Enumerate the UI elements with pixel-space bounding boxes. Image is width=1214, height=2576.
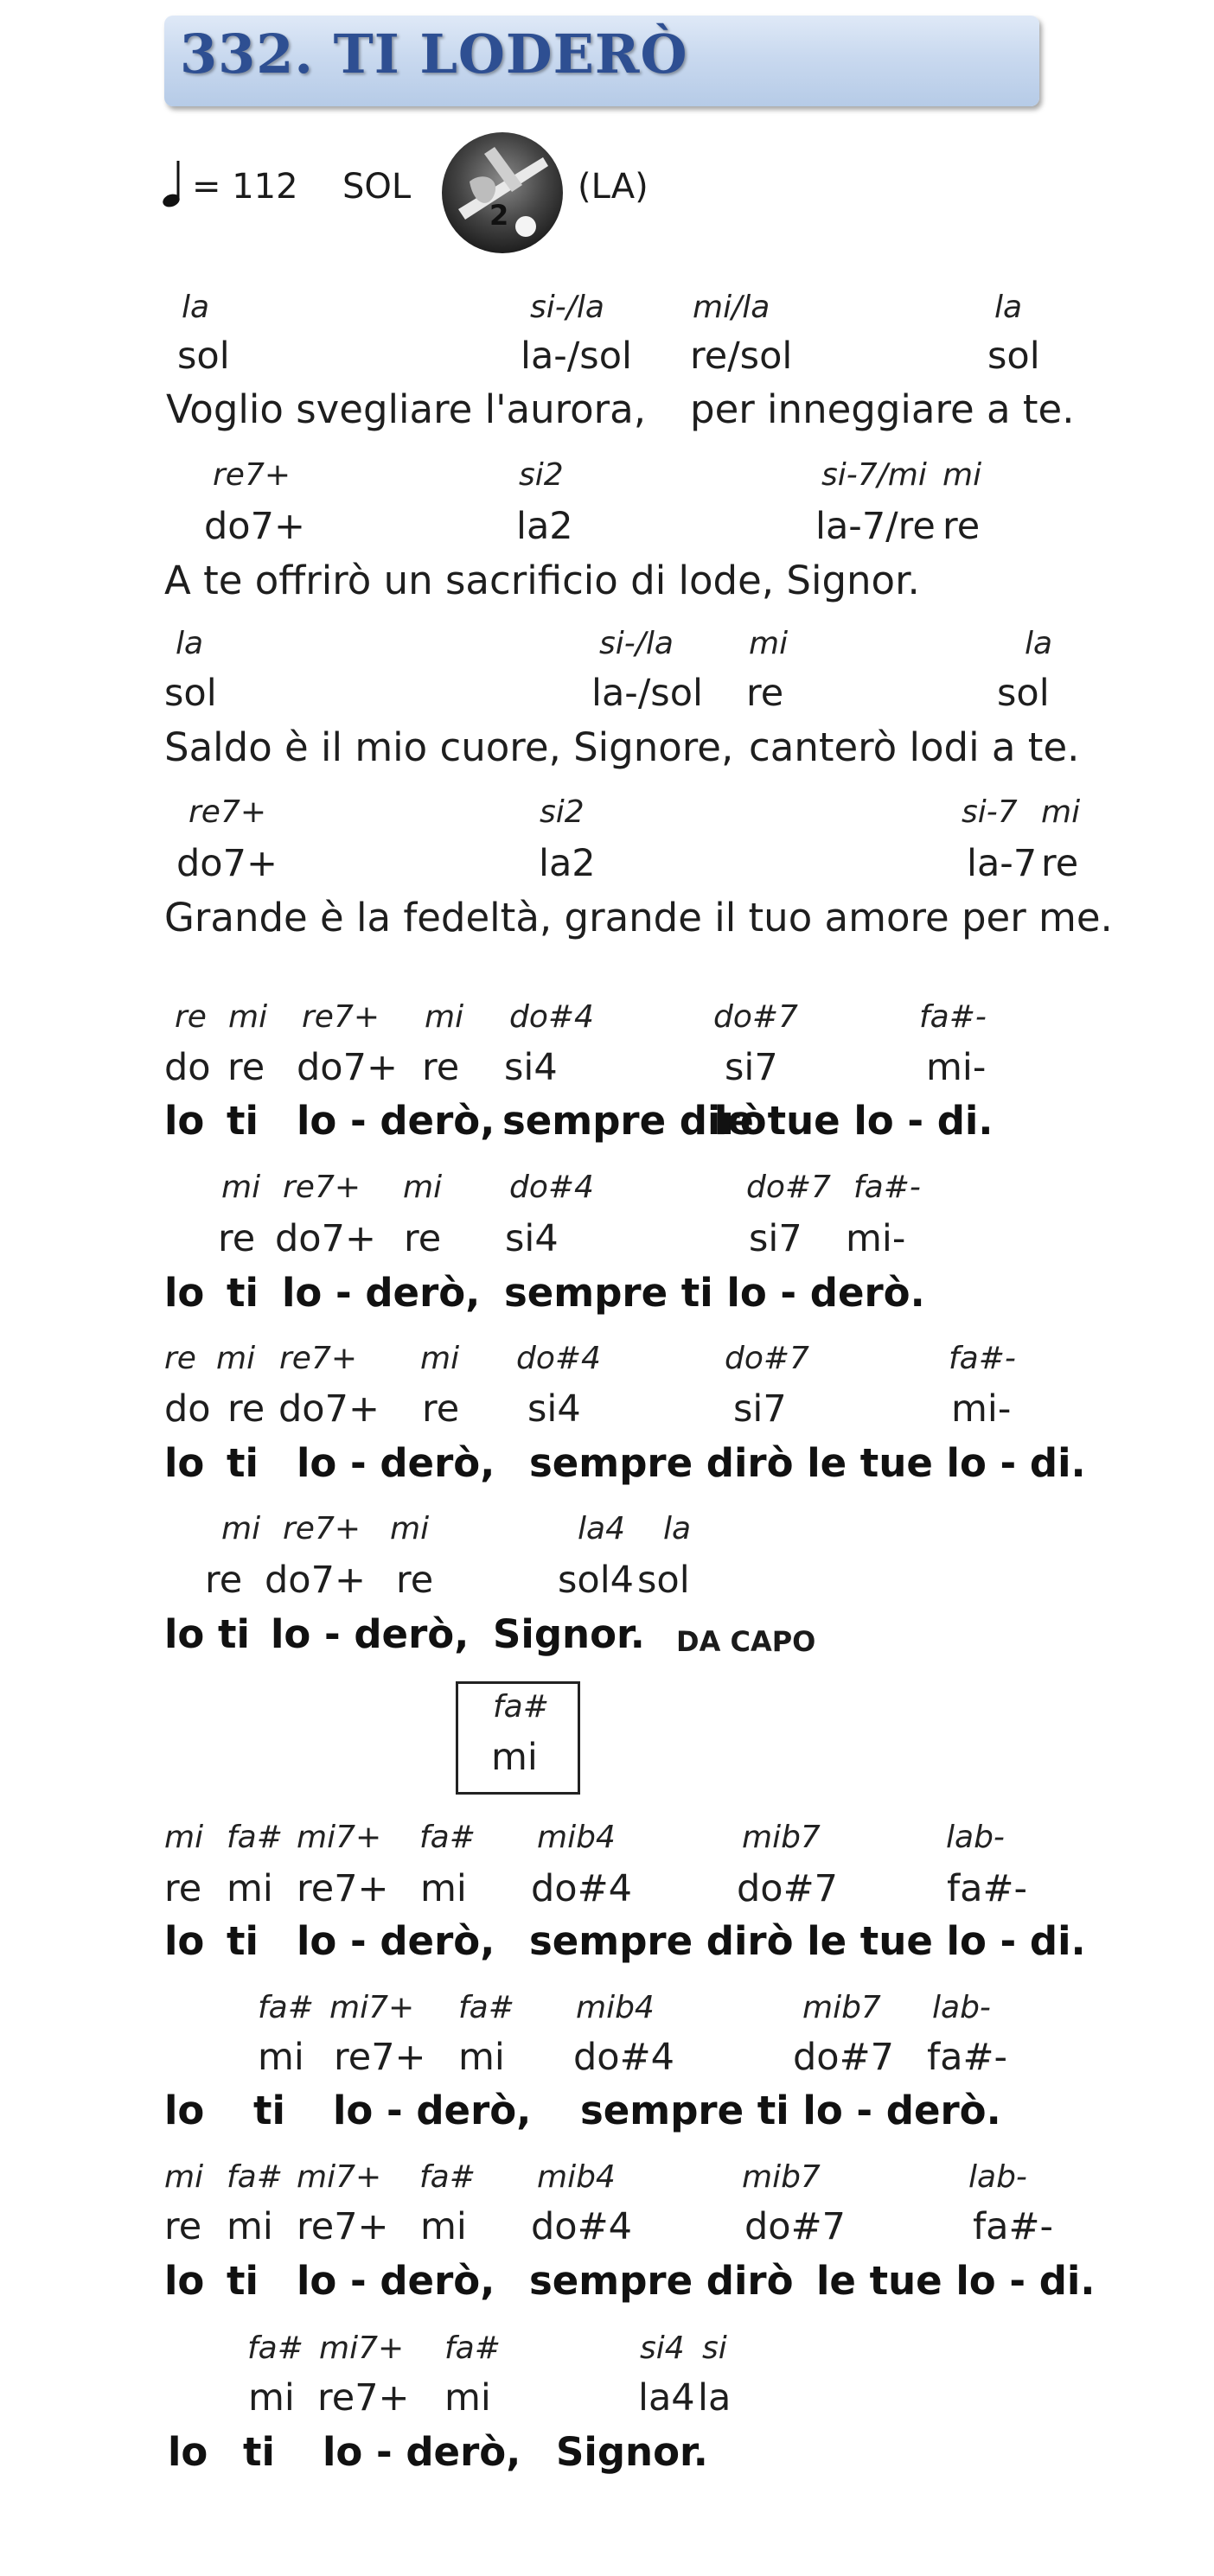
- chord-label-italic: mi: [420, 1341, 460, 1376]
- key-label: SOL: [342, 167, 412, 207]
- chord-label: la2: [539, 842, 596, 885]
- chord-label-italic: mi7+: [319, 2331, 405, 2366]
- chord-label-italic: fa#: [444, 2331, 501, 2366]
- chord-label-italic: fa#: [258, 1990, 314, 2025]
- chord-label: re7+: [297, 1867, 389, 1910]
- chord-label: re: [422, 1046, 460, 1089]
- chord-label: re: [227, 1046, 265, 1089]
- lyric-text: per inneggiare a te.: [690, 386, 1075, 432]
- chord-label: si7: [749, 1217, 802, 1260]
- chord-label: re7+: [334, 2036, 426, 2079]
- chord-label-italic: si-7/mi: [821, 457, 927, 493]
- chorus-lyric-text: lo ti: [164, 1611, 250, 1657]
- chord-label-italic: la4: [578, 1511, 625, 1546]
- chord-label-italic: mi: [221, 1170, 261, 1205]
- chord-label-italic: fa#-: [853, 1170, 921, 1205]
- chorus-lyric-text: ti: [227, 1918, 259, 1964]
- chord-label: do#7: [744, 2205, 846, 2248]
- chord-label: mi-: [926, 1046, 987, 1089]
- chord-label-italic: mi: [164, 2159, 204, 2195]
- chord-label: do: [164, 1046, 211, 1089]
- chorus-lyric-text: sempre dirò: [529, 2258, 794, 2304]
- chord-label: sol: [177, 335, 230, 378]
- chord-label: mi: [420, 1867, 467, 1910]
- chord-label-italic: si2: [540, 794, 585, 830]
- chord-label-italic: re: [175, 999, 207, 1035]
- chord-label-italic: fa#: [419, 2159, 476, 2195]
- chord-label-italic: mib4: [537, 2159, 616, 2195]
- chorus-lyric-text: ti: [227, 1440, 259, 1486]
- chorus-lyric-text: lo: [164, 1098, 205, 1144]
- chord-label-italic: mi: [749, 626, 789, 661]
- lyric-text: A te offrirò un sacrificio di lode, Signor.: [164, 558, 920, 603]
- chord-label: sol: [997, 672, 1050, 715]
- song-title: 332. TI LODERÒ: [180, 22, 688, 86]
- lyric-text: Grande è la fedeltà, grande il tuo amore per me.: [164, 895, 1113, 940]
- chorus-lyric-text: lo - derò,: [297, 1098, 495, 1144]
- chord-label: do7+: [176, 842, 278, 885]
- chord-label-italic: la: [182, 290, 210, 325]
- chorus-lyric-text: ti: [243, 2429, 275, 2475]
- chorus-lyric-text: ti: [253, 2088, 285, 2133]
- note-icon: [163, 159, 185, 218]
- chorus-lyric-text: lo - derò,: [333, 2088, 532, 2133]
- transpose-top: fa#: [493, 1689, 549, 1725]
- chord-label: do#7: [737, 1867, 838, 1910]
- chord-label-italic: lab-: [932, 1990, 991, 2025]
- chorus-lyric-text: sempre ti lo - derò.: [580, 2088, 1001, 2133]
- chord-label-italic: do#4: [509, 1170, 594, 1205]
- cd-badge-icon: [439, 130, 565, 256]
- chorus-lyric-text: ti: [227, 2258, 259, 2304]
- chord-label-italic: mib4: [576, 1990, 655, 2025]
- chord-label-italic: mi/la: [693, 290, 770, 325]
- chord-label: la2: [516, 505, 573, 548]
- chord-label: do7+: [275, 1217, 376, 1260]
- chorus-lyric-text: sempre dirò le tue lo - di.: [529, 1918, 1086, 1964]
- chord-label-italic: mi: [942, 457, 982, 493]
- chord-label: mi: [248, 2376, 295, 2420]
- chord-label: sol4: [558, 1559, 635, 1602]
- da-capo-label: DA CAPO: [676, 1625, 816, 1658]
- lyric-text: Saldo è il mio cuore, Signore,: [164, 724, 734, 770]
- chorus-lyric-text: lo - derò,: [282, 1270, 481, 1316]
- chorus-lyric-text: ti: [227, 1098, 259, 1144]
- alt-key-label: (LA): [578, 167, 649, 207]
- chord-label-italic: mi: [403, 1170, 443, 1205]
- chord-label: fa#-: [927, 2036, 1008, 2079]
- chord-label: re/sol: [690, 335, 793, 378]
- chorus-lyric-text: ti: [227, 1270, 259, 1316]
- tempo-value: = 112: [192, 167, 298, 207]
- chord-label-italic: fa#: [247, 2331, 304, 2366]
- chord-label: mi: [227, 2205, 273, 2248]
- chord-label-italic: si-/la: [599, 626, 674, 661]
- chord-label: re: [164, 2205, 202, 2248]
- chord-label: si7: [733, 1387, 787, 1431]
- chord-label: sol: [637, 1559, 690, 1602]
- cd-number: 2: [489, 199, 509, 232]
- chord-label-italic: mi7+: [329, 1990, 415, 2025]
- chord-label-italic: si-/la: [530, 290, 604, 325]
- chord-label: mi: [420, 2205, 467, 2248]
- chord-label: si4: [505, 1217, 559, 1260]
- chord-label-italic: fa#-: [919, 999, 987, 1035]
- chord-label: re: [404, 1217, 442, 1260]
- chorus-lyric-text: lo - derò,: [297, 1918, 495, 1964]
- transpose-box: [456, 1681, 580, 1795]
- chorus-lyric-text: sempre dirò: [502, 1098, 767, 1144]
- chord-label-italic: lab-: [946, 1820, 1005, 1855]
- chord-label-italic: mi: [425, 999, 464, 1035]
- chord-label: do7+: [278, 1387, 380, 1431]
- chord-label: si4: [504, 1046, 558, 1089]
- chord-label-italic: mi: [1041, 794, 1081, 830]
- chord-label: fa#-: [973, 2205, 1054, 2248]
- transpose-bottom: mi: [491, 1736, 538, 1779]
- chord-label: do7+: [297, 1046, 398, 1089]
- lyric-text: canterò lodi a te.: [749, 724, 1080, 770]
- chorus-lyric-text: sempre dirò le tue lo - di.: [529, 1440, 1086, 1486]
- chord-label: re7+: [297, 2205, 389, 2248]
- chord-label-italic: la: [176, 626, 204, 661]
- chord-label: la: [698, 2376, 732, 2420]
- chord-label: la4: [638, 2376, 695, 2420]
- chord-label: mi: [227, 1867, 273, 1910]
- chord-label-italic: do#7: [725, 1341, 809, 1376]
- chorus-lyric-text: lo: [168, 2429, 208, 2475]
- chord-label-italic: si: [702, 2331, 727, 2366]
- chord-label: re: [746, 672, 784, 715]
- chorus-lyric-text: lo: [164, 1440, 205, 1486]
- chord-label: do#4: [573, 2036, 674, 2079]
- chord-label-italic: mi: [221, 1511, 261, 1546]
- chord-label: si7: [725, 1046, 778, 1089]
- chord-label: sol: [164, 672, 217, 715]
- chorus-lyric-text: lo - derò,: [297, 1440, 495, 1486]
- chord-label-italic: fa#: [227, 1820, 283, 1855]
- chorus-lyric-text: lo: [164, 2088, 205, 2133]
- chord-label: re7+: [317, 2376, 410, 2420]
- chord-label-italic: la: [994, 290, 1023, 325]
- chord-label-italic: mib7: [742, 2159, 821, 2195]
- chord-label-italic: mi: [390, 1511, 430, 1546]
- chorus-lyric-text: lo: [164, 2258, 205, 2304]
- chord-label: mi: [258, 2036, 304, 2079]
- chord-label-italic: si-7: [962, 794, 1018, 830]
- chord-label: do#7: [793, 2036, 894, 2079]
- chord-label-italic: la: [663, 1511, 692, 1546]
- chord-label: fa#-: [947, 1867, 1028, 1910]
- chord-label-italic: mi: [164, 1820, 204, 1855]
- chord-label: si4: [527, 1387, 581, 1431]
- chorus-lyric-text: lo: [164, 1918, 205, 1964]
- chorus-lyric-text: le tue lo - di.: [714, 1098, 994, 1144]
- chord-label-italic: fa#: [419, 1820, 476, 1855]
- chord-label: mi-: [951, 1387, 1012, 1431]
- chord-label: do: [164, 1387, 211, 1431]
- chorus-lyric-text: lo: [164, 1270, 205, 1316]
- chord-label-italic: do#4: [509, 999, 594, 1035]
- chord-label: re: [205, 1559, 243, 1602]
- chord-label-italic: mib7: [802, 1990, 881, 2025]
- chord-label-italic: do#7: [746, 1170, 831, 1205]
- chord-label-italic: mi7+: [297, 1820, 382, 1855]
- chord-label-italic: re: [164, 1341, 196, 1376]
- chord-label-italic: do#4: [516, 1341, 601, 1376]
- chord-label-italic: mib7: [742, 1820, 821, 1855]
- lyric-text: Voglio svegliare l'aurora,: [166, 386, 647, 432]
- chord-label-italic: mib4: [537, 1820, 616, 1855]
- chord-label-italic: fa#: [458, 1990, 514, 2025]
- chord-label: re: [164, 1867, 202, 1910]
- chord-label-italic: re7+: [188, 794, 267, 830]
- chord-label: la-/sol: [521, 335, 632, 378]
- chord-label: re: [227, 1387, 265, 1431]
- chord-label-italic: fa#: [227, 2159, 283, 2195]
- chord-label: do7+: [204, 505, 305, 548]
- chorus-lyric-text: lo - derò,: [297, 2258, 495, 2304]
- chord-label: do7+: [265, 1559, 366, 1602]
- chord-label: la-7/re: [815, 505, 936, 548]
- chord-label-italic: la: [1025, 626, 1053, 661]
- chord-label: re: [218, 1217, 256, 1260]
- chord-label-italic: re7+: [283, 1170, 361, 1205]
- chorus-lyric-text: sempre ti lo - derò.: [504, 1270, 925, 1316]
- chord-label-italic: fa#-: [949, 1341, 1016, 1376]
- chord-label-italic: mi: [216, 1341, 256, 1376]
- chord-label: sol: [987, 335, 1040, 378]
- title-banner: [164, 16, 1039, 106]
- chord-label-italic: si4: [640, 2331, 685, 2366]
- chord-label: do#4: [531, 2205, 632, 2248]
- chord-label: mi: [458, 2036, 505, 2079]
- chord-label: re: [396, 1559, 434, 1602]
- chorus-lyric-text: le tue lo - di.: [816, 2258, 1096, 2304]
- chord-label-italic: re7+: [213, 457, 291, 493]
- chord-label-italic: mi: [228, 999, 268, 1035]
- chord-label: la-7: [967, 842, 1038, 885]
- chord-label: do#4: [531, 1867, 632, 1910]
- chord-label-italic: re7+: [279, 1341, 358, 1376]
- chord-label-italic: re7+: [283, 1511, 361, 1546]
- chord-label: mi-: [846, 1217, 906, 1260]
- chord-label: la-/sol: [591, 672, 703, 715]
- chord-label: mi: [444, 2376, 491, 2420]
- chord-label-italic: si2: [519, 457, 564, 493]
- chorus-lyric-text: Signor.: [556, 2429, 708, 2475]
- chord-label-italic: mi7+: [297, 2159, 382, 2195]
- chorus-lyric-text: Signor.: [493, 1611, 645, 1657]
- chord-label-italic: lab-: [968, 2159, 1027, 2195]
- chord-label: re: [942, 505, 981, 548]
- chord-label: re: [1041, 842, 1079, 885]
- chorus-lyric-text: lo - derò,: [323, 2429, 521, 2475]
- chord-label-italic: re7+: [302, 999, 380, 1035]
- chord-label: re: [422, 1387, 460, 1431]
- chorus-lyric-text: lo - derò,: [271, 1611, 470, 1657]
- chord-label-italic: do#7: [713, 999, 798, 1035]
